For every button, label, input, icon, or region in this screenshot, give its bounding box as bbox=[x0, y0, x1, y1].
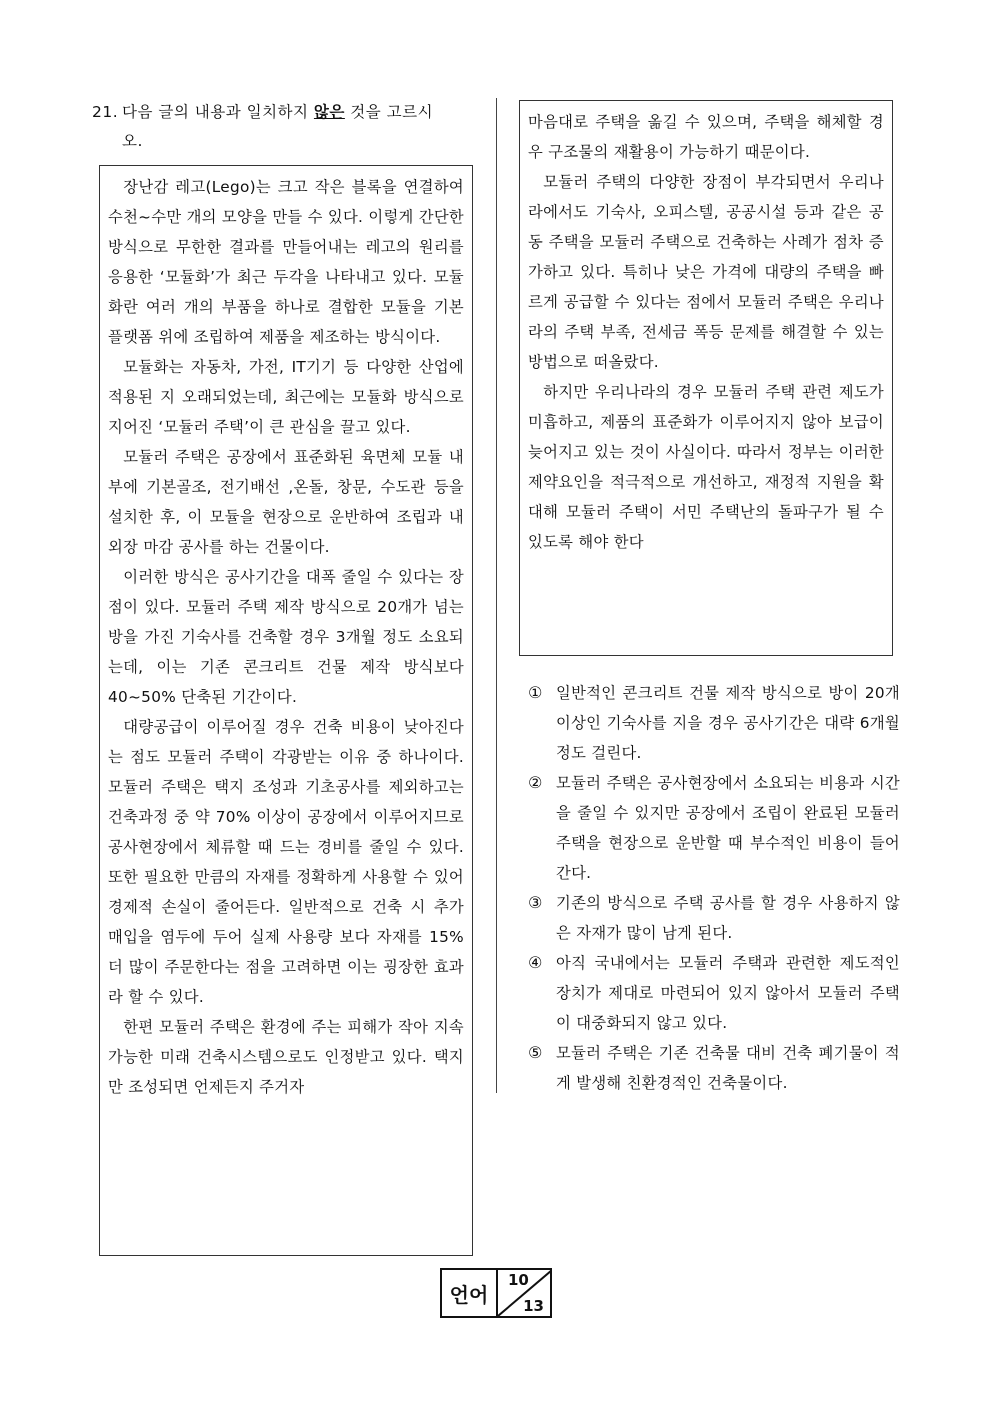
answer-choices bbox=[528, 678, 900, 1098]
passage-paragraph: 모듈화는 자동차, 가전, IT기기 등 다양한 산업에 적용된 지 오래되었는데, 최근에는 모듈화 방식으로 지어진 ‘모듈러 주택’이 큰 관심을 끌고 있다. bbox=[108, 358, 464, 436]
passage-paragraph: 장난감 레고(Lego)는 크고 작은 블록을 연결하여 수천~수만 개의 모양을 만들 수 있다. 이렇게 간단한 방식으로 무한한 결과를 만들어내는 레고의 원리를 응용한 ‘모듈화’가 최근 두각을 나타내고 있다. 모듈화란 여러 개의 부품을 하나로 결합한 모듈을 기본 플랫폼 위에 조립하여 제품을 제조하는 방식이다. bbox=[108, 178, 464, 346]
page-footer bbox=[440, 1268, 552, 1318]
current-page-number: 10 bbox=[508, 1271, 529, 1289]
answer-choice-2[interactable] bbox=[528, 768, 900, 888]
passage-box-left bbox=[99, 165, 473, 1256]
choice-mark: ② bbox=[528, 773, 543, 792]
choice-text: 모듈러 주택은 기존 건축물 대비 건축 폐기물이 적게 발생해 친환경적인 건축물이다. bbox=[556, 1044, 900, 1092]
choice-text: 기존의 방식으로 주택 공사를 할 경우 사용하지 않은 자재가 많이 남게 된다. bbox=[556, 894, 900, 942]
question-number: 21. bbox=[92, 103, 119, 121]
column-divider bbox=[496, 98, 497, 1093]
passage-paragraph: 모듈러 주택의 다양한 장점이 부각되면서 우리나라에서도 기숙사, 오피스텔, 공공시설 등과 같은 공동 주택을 모듈러 주택으로 건축하는 사례가 점차 증가하고 있다. 특히나 낮은 가격에 대량의 주택을 빠르게 공급할 수 있다는 점에서 모듈러 주택은 우리나라의 주택 부족, 전세금 폭등 문제를 해결할 수 있는 방법으로 떠올랐다. bbox=[528, 173, 884, 371]
answer-choice-4[interactable] bbox=[528, 948, 900, 1038]
question-stem bbox=[92, 98, 482, 156]
choice-mark: ① bbox=[528, 683, 543, 702]
question-text-before: 다음 글의 내용과 일치하지 bbox=[122, 103, 314, 121]
passage-paragraph-continued: 마음대로 주택을 옮길 수 있으며, 주택을 해체할 경우 구조물의 재활용이 가능하기 때문이다. bbox=[528, 113, 884, 161]
passage-paragraph: 대량공급이 이루어질 경우 건축 비용이 낮아진다는 점도 모듈러 주택이 각광받는 이유 중 하나이다. 모듈러 주택은 택지 조성과 기초공사를 제외하고는 건축과정 중 약 70% 이상이 공장에서 이루어지므로 공사현장에서 체류할 때 드는 경비를 줄일 수 있다. 또한 필요한 만큼의 자재를 정확하게 사용할 수 있어 경제적 손실이 줄어든다. 일반적으로 건축 시 추가 매입을 염두에 두어 실제 사용량 보다 자재를 15% 더 많이 주문한다는 점을 고려하면 이는 굉장한 효과라 할 수 있다. bbox=[108, 718, 464, 1006]
page-number-box bbox=[498, 1270, 550, 1316]
choice-mark: ④ bbox=[528, 953, 543, 972]
choice-mark: ⑤ bbox=[528, 1043, 543, 1062]
passage-paragraph: 한편 모듈러 주택은 환경에 주는 피해가 작아 지속 가능한 미래 건축시스템으로도 인정받고 있다. 택지만 조성되면 언제든지 주거자 bbox=[108, 1018, 464, 1096]
question-text-after: 것을 고르시 bbox=[344, 103, 434, 121]
total-page-number: 13 bbox=[523, 1297, 544, 1315]
passage-paragraph: 하지만 우리나라의 경우 모듈러 주택 관련 제도가 미흡하고, 제품의 표준화가 이루어지지 않아 보급이 늦어지고 있는 것이 사실이다. 따라서 정부는 이러한 제약요인을 적극적으로 개선하고, 재정적 지원을 확대해 모듈러 주택이 서민 주택난의 돌파구가 될 수 있도록 해야 한다 bbox=[528, 383, 884, 551]
answer-choice-5[interactable] bbox=[528, 1038, 900, 1098]
choice-text: 모듈러 주택은 공사현장에서 소요되는 비용과 시간을 줄일 수 있지만 공장에서 조립이 완료된 모듈러 주택을 현장으로 운반할 때 부수적인 비용이 들어간다. bbox=[556, 774, 900, 882]
answer-choice-3[interactable] bbox=[528, 888, 900, 948]
question-text-line2: 오. bbox=[122, 132, 143, 150]
passage-paragraph: 이러한 방식은 공사기간을 대폭 줄일 수 있다는 장점이 있다. 모듈러 주택 제작 방식으로 20개가 넘는 방을 가진 기숙사를 건축할 경우 3개월 정도 소요되는데, 이는 기존 콘크리트 건물 제작 방식보다 40~50% 단축된 기간이다. bbox=[108, 568, 464, 706]
choice-mark: ③ bbox=[528, 893, 543, 912]
answer-choice-1[interactable] bbox=[528, 678, 900, 768]
passage-paragraph: 모듈러 주택은 공장에서 표준화된 육면체 모듈 내부에 기본골조, 전기배선 ,온돌, 창문, 수도관 등을 설치한 후, 이 모듈을 현장으로 운반하여 조립과 내외장 마감 공사를 하는 건물이다. bbox=[108, 448, 464, 556]
choice-text: 아직 국내에서는 모듈러 주택과 관련한 제도적인 장치가 제대로 마련되어 있지 않아서 모듈러 주택이 대중화되지 않고 있다. bbox=[556, 954, 900, 1032]
question-emphasis: 않은 bbox=[313, 103, 345, 121]
choice-text: 일반적인 콘크리트 건물 제작 방식으로 방이 20개 이상인 기숙사를 지을 경우 공사기간은 대략 6개월 정도 걸린다. bbox=[556, 684, 900, 762]
passage-box-right bbox=[519, 100, 893, 656]
subject-label: 언어 bbox=[442, 1270, 498, 1316]
